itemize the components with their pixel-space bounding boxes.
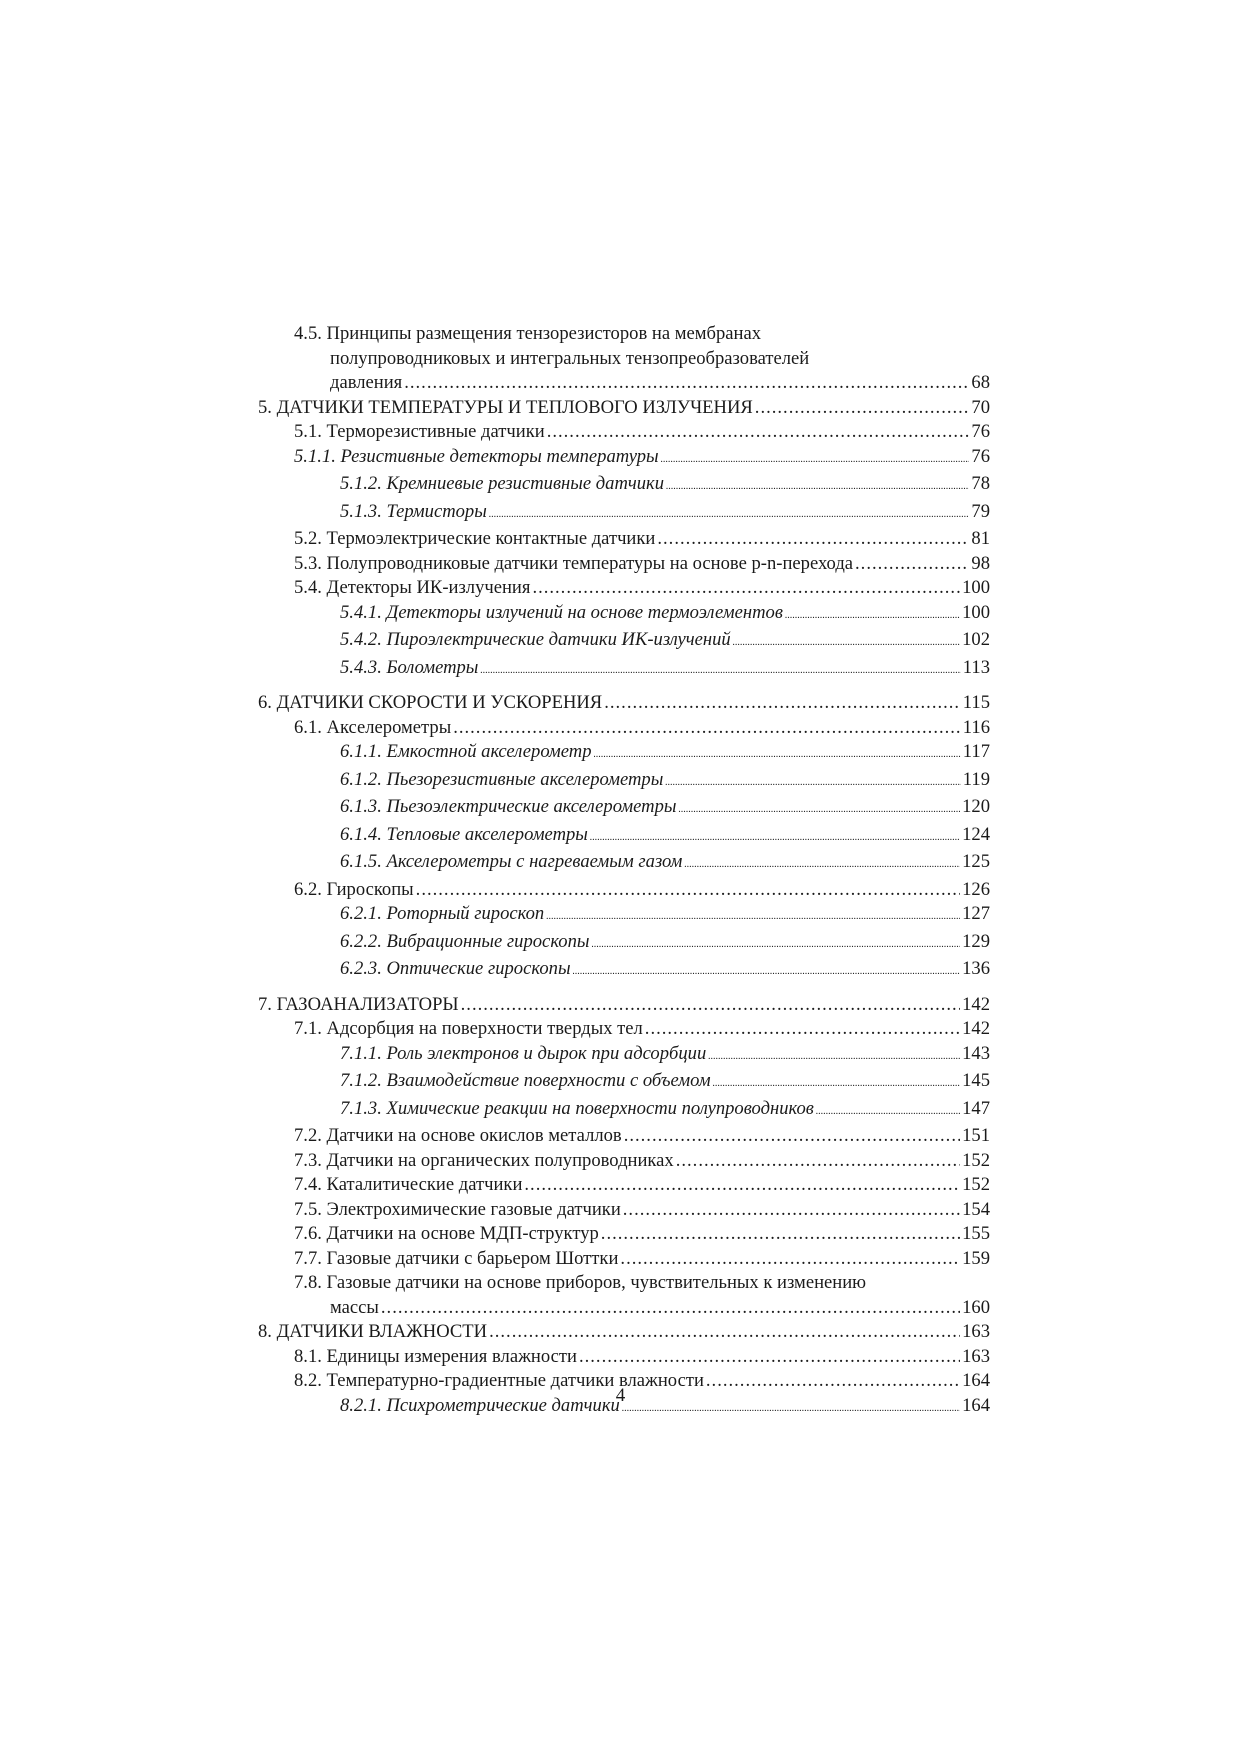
toc-entry-label: 6.2.3. Оптические гироскопы bbox=[340, 958, 571, 979]
toc-entry-label: 5.4.2. Пироэлектрические датчики ИК-излучений bbox=[340, 629, 731, 650]
toc-page-number: 164 bbox=[962, 1394, 990, 1416]
toc-entry-label: 5.1.1. Резистивные детекторы температуры bbox=[294, 445, 659, 467]
toc-entry-label: 8.1. Единицы измерения влажности bbox=[294, 1345, 577, 1367]
leader-dots bbox=[645, 1017, 960, 1042]
toc-entry-label: 6.1.3. Пьезоэлектрические акселерометры bbox=[340, 796, 677, 817]
toc-entry-5-1-3[interactable] bbox=[258, 500, 990, 528]
toc-page-number: 115 bbox=[962, 692, 990, 713]
leader-dots bbox=[579, 1345, 960, 1370]
leader-dots bbox=[661, 448, 970, 473]
leader-dots bbox=[489, 1320, 960, 1345]
toc-entry-label: 5.1.2. Кремниевые резистивные датчики bbox=[340, 473, 665, 494]
leader-dots bbox=[684, 853, 960, 878]
toc-entry-5-1-2[interactable] bbox=[258, 472, 990, 500]
toc-entry-label: 7.7. Газовые датчики с барьером Шоттки bbox=[294, 1247, 619, 1269]
leader-dots bbox=[623, 1198, 960, 1223]
toc-entry-6-1-3[interactable] bbox=[258, 795, 990, 823]
leader-dots bbox=[404, 371, 969, 396]
toc-page-number: 164 bbox=[962, 1370, 990, 1391]
toc-page-number: 124 bbox=[962, 823, 990, 845]
toc-page-number: 147 bbox=[962, 1097, 990, 1119]
toc-entry-label: 7.1.2. Взаимодействие поверхности с объемом bbox=[340, 1070, 711, 1091]
toc-entry-6-1[interactable] bbox=[258, 716, 990, 741]
toc-page-number: 68 bbox=[971, 372, 990, 393]
leader-dots bbox=[676, 1149, 960, 1174]
toc-page-number: 100 bbox=[962, 577, 990, 598]
leader-dots bbox=[620, 1247, 960, 1272]
toc-page-number: 79 bbox=[971, 500, 990, 522]
toc-entry-label: 5.1. Терморезистивные датчики bbox=[294, 421, 545, 442]
toc-page-number: 125 bbox=[962, 851, 990, 872]
toc-entry-label: 7.4. Каталитические датчики bbox=[294, 1174, 523, 1195]
toc-entry-label: 7.6. Датчики на основе МДП-структур bbox=[294, 1223, 599, 1244]
toc-page-number: 76 bbox=[971, 445, 990, 467]
toc-entry-7-1-2[interactable] bbox=[258, 1069, 990, 1097]
leader-dots bbox=[678, 798, 960, 823]
toc-entry-label: 4.5. Принципы размещения тензорезисторов на мембранах bbox=[294, 323, 762, 344]
toc-page-number: 81 bbox=[971, 528, 990, 549]
toc-entry-5-2[interactable] bbox=[258, 527, 990, 552]
toc-entry-6-2-1[interactable] bbox=[258, 902, 990, 930]
toc-entry-chapter-8[interactable] bbox=[258, 1320, 990, 1345]
toc-page-number: 70 bbox=[971, 396, 990, 418]
toc-entry-5-4[interactable] bbox=[258, 576, 990, 601]
toc-entry-label: 8. ДАТЧИКИ ВЛАЖНОСТИ bbox=[258, 1321, 488, 1342]
toc-entry-label: 7. ГАЗОАНАЛИЗАТОРЫ bbox=[258, 993, 459, 1015]
toc-entry-6-1-4[interactable] bbox=[258, 823, 990, 851]
toc-entry-5-4-3[interactable] bbox=[258, 656, 990, 684]
toc-entry-label: 8.2. Температурно-градиентные датчики влажности bbox=[294, 1370, 704, 1391]
toc-entry-label: 6.1.1. Емкостной акселерометр bbox=[340, 741, 592, 762]
toc-entry-chapter-5[interactable] bbox=[258, 396, 990, 421]
toc-entry-label: 5.1.3. Термисторы bbox=[340, 500, 487, 522]
toc-entry-7-4[interactable] bbox=[258, 1173, 990, 1198]
leader-dots bbox=[573, 960, 961, 985]
leader-dots bbox=[480, 659, 960, 684]
toc-entry-7-2[interactable] bbox=[258, 1124, 990, 1149]
toc-page-number: 145 bbox=[962, 1070, 990, 1091]
toc-page-number: 151 bbox=[962, 1125, 990, 1146]
leader-dots bbox=[665, 771, 961, 796]
toc-entry-label: 5.3. Полупроводниковые датчики температуры на основе p-n-перехода bbox=[294, 552, 854, 574]
leader-dots bbox=[785, 604, 960, 629]
leader-dots bbox=[592, 933, 961, 958]
toc-entry-label: 6.2.1. Роторный гироскоп bbox=[340, 903, 545, 924]
leader-dots bbox=[524, 1173, 960, 1198]
leader-dots bbox=[489, 503, 970, 528]
toc-entry-label-continued: давления bbox=[330, 372, 403, 393]
toc-entry-label-continued: массы bbox=[330, 1296, 379, 1318]
leader-dots bbox=[733, 631, 960, 656]
toc-entry-label: 5.4.3. Болометры bbox=[340, 656, 479, 678]
toc-page-number: 98 bbox=[971, 552, 990, 574]
toc-entry-chapter-7[interactable] bbox=[258, 993, 990, 1018]
toc-page-number: 143 bbox=[962, 1042, 990, 1064]
toc-page-number: 102 bbox=[962, 629, 990, 650]
toc-page-number: 152 bbox=[962, 1149, 990, 1171]
toc-page-number: 119 bbox=[962, 768, 990, 790]
toc-entry-label: 7.1.1. Роль электронов и дырок при адсорбции bbox=[340, 1042, 707, 1064]
toc-entry-chapter-6[interactable] bbox=[258, 691, 990, 716]
leader-dots bbox=[594, 743, 961, 768]
leader-dots bbox=[532, 576, 960, 601]
toc-entry-label: 6.2. Гироскопы bbox=[294, 878, 414, 900]
leader-dots bbox=[604, 691, 961, 716]
toc-entry-7-7[interactable] bbox=[258, 1247, 990, 1272]
toc-entry-6-1-5[interactable] bbox=[258, 850, 990, 878]
toc-entry-4-5[interactable] bbox=[258, 322, 990, 396]
toc-page-number: 142 bbox=[962, 993, 990, 1015]
toc-entry-label: 7.1.3. Химические реакции на поверхности полупроводников bbox=[340, 1097, 814, 1119]
toc-page-number: 160 bbox=[962, 1296, 990, 1318]
toc-entry-5-1[interactable] bbox=[258, 420, 990, 445]
toc-page-number: 126 bbox=[962, 878, 990, 900]
toc-entry-5-1-1[interactable] bbox=[258, 445, 990, 473]
toc-page-number: 78 bbox=[971, 473, 990, 494]
toc-entry-7-8[interactable] bbox=[258, 1271, 990, 1320]
leader-dots bbox=[546, 905, 960, 930]
toc-page-number: 136 bbox=[962, 958, 990, 979]
leader-dots bbox=[381, 1296, 960, 1321]
leader-dots bbox=[453, 716, 961, 741]
toc-page-number: 163 bbox=[962, 1321, 990, 1342]
toc-entry-7-1[interactable] bbox=[258, 1017, 990, 1042]
leader-dots bbox=[657, 527, 969, 552]
page-number: 4 bbox=[615, 1385, 626, 1406]
toc-entry-label: 5.2. Термоэлектрические контактные датчики bbox=[294, 528, 656, 549]
toc-page-number: 154 bbox=[962, 1198, 990, 1220]
toc-entry-7-6[interactable] bbox=[258, 1222, 990, 1247]
table-of-contents bbox=[258, 322, 990, 1421]
toc-entry-label: 6.1.4. Тепловые акселерометры bbox=[340, 823, 588, 845]
toc-entry-6-2[interactable] bbox=[258, 878, 990, 903]
toc-entry-label: 5.4. Детекторы ИК-излучения bbox=[294, 577, 531, 598]
leader-dots bbox=[666, 475, 969, 500]
toc-entry-6-2-2[interactable] bbox=[258, 930, 990, 958]
toc-entry-label: 6.1.5. Акселерометры с нагреваемым газом bbox=[340, 851, 683, 872]
toc-page-number: 113 bbox=[962, 656, 990, 678]
toc-page-number: 116 bbox=[962, 716, 990, 738]
toc-entry-label: 7.8. Газовые датчики на основе приборов, чувствительных к изменению bbox=[294, 1272, 867, 1293]
toc-entry-7-5[interactable] bbox=[258, 1198, 990, 1223]
toc-entry-label: 7.5. Электрохимические газовые датчики bbox=[294, 1198, 621, 1220]
toc-entry-5-3[interactable] bbox=[258, 552, 990, 577]
toc-page-number: 100 bbox=[962, 601, 990, 623]
toc-entry-label: 5.4.1. Детекторы излучений на основе термоэлементов bbox=[340, 601, 783, 623]
toc-page-number: 142 bbox=[962, 1018, 990, 1039]
toc-page-number: 155 bbox=[962, 1223, 990, 1244]
toc-entry-6-1-2[interactable] bbox=[258, 768, 990, 796]
toc-entry-label: 7.3. Датчики на органических полупроводниках bbox=[294, 1149, 674, 1171]
toc-page-number: 129 bbox=[962, 930, 990, 952]
toc-entry-7-1-1[interactable] bbox=[258, 1042, 990, 1070]
toc-entry-label: 8.2.1. Психрометрические датчики bbox=[340, 1394, 620, 1416]
toc-entry-5-4-2[interactable] bbox=[258, 628, 990, 656]
toc-page-number: 159 bbox=[962, 1247, 990, 1269]
toc-entry-label: 6.2.2. Вибрационные гироскопы bbox=[340, 930, 590, 952]
leader-dots bbox=[755, 396, 970, 421]
leader-dots bbox=[708, 1045, 960, 1070]
toc-entry-label: 6.1. Акселерометры bbox=[294, 716, 452, 738]
toc-entry-label: 6. ДАТЧИКИ СКОРОСТИ И УСКОРЕНИЯ bbox=[258, 692, 603, 713]
toc-page-number: 120 bbox=[962, 796, 990, 817]
leader-dots bbox=[855, 552, 969, 577]
leader-dots bbox=[713, 1072, 961, 1097]
toc-page-number: 117 bbox=[962, 741, 990, 762]
toc-entry-label: 7.1. Адсорбция на поверхности твердых тел bbox=[294, 1018, 643, 1039]
toc-entry-8-1[interactable] bbox=[258, 1345, 990, 1370]
toc-entry-7-1-3[interactable] bbox=[258, 1097, 990, 1125]
leader-dots bbox=[416, 878, 960, 903]
toc-entry-label-continued: полупроводниковых и интегральных тензопреобразователей bbox=[330, 347, 810, 369]
toc-entry-6-1-1[interactable] bbox=[258, 740, 990, 768]
toc-entry-label: 5. ДАТЧИКИ ТЕМПЕРАТУРЫ И ТЕПЛОВОГО ИЗЛУЧЕНИЯ bbox=[258, 396, 753, 418]
leader-dots bbox=[624, 1124, 960, 1149]
toc-entry-label: 7.2. Датчики на основе окислов металлов bbox=[294, 1125, 622, 1146]
toc-entry-5-4-1[interactable] bbox=[258, 601, 990, 629]
toc-entry-label: 6.1.2. Пьезорезистивные акселерометры bbox=[340, 768, 664, 790]
leader-dots bbox=[816, 1100, 960, 1125]
toc-page-number: 127 bbox=[962, 903, 990, 924]
toc-entry-6-2-3[interactable] bbox=[258, 957, 990, 985]
leader-dots bbox=[590, 826, 960, 851]
toc-page-number: 163 bbox=[962, 1345, 990, 1367]
leader-dots bbox=[547, 420, 970, 445]
toc-page-number: 76 bbox=[971, 421, 990, 442]
leader-dots bbox=[601, 1222, 960, 1247]
toc-entry-7-3[interactable] bbox=[258, 1149, 990, 1174]
leader-dots bbox=[461, 993, 960, 1018]
toc-page-number: 152 bbox=[962, 1174, 990, 1195]
